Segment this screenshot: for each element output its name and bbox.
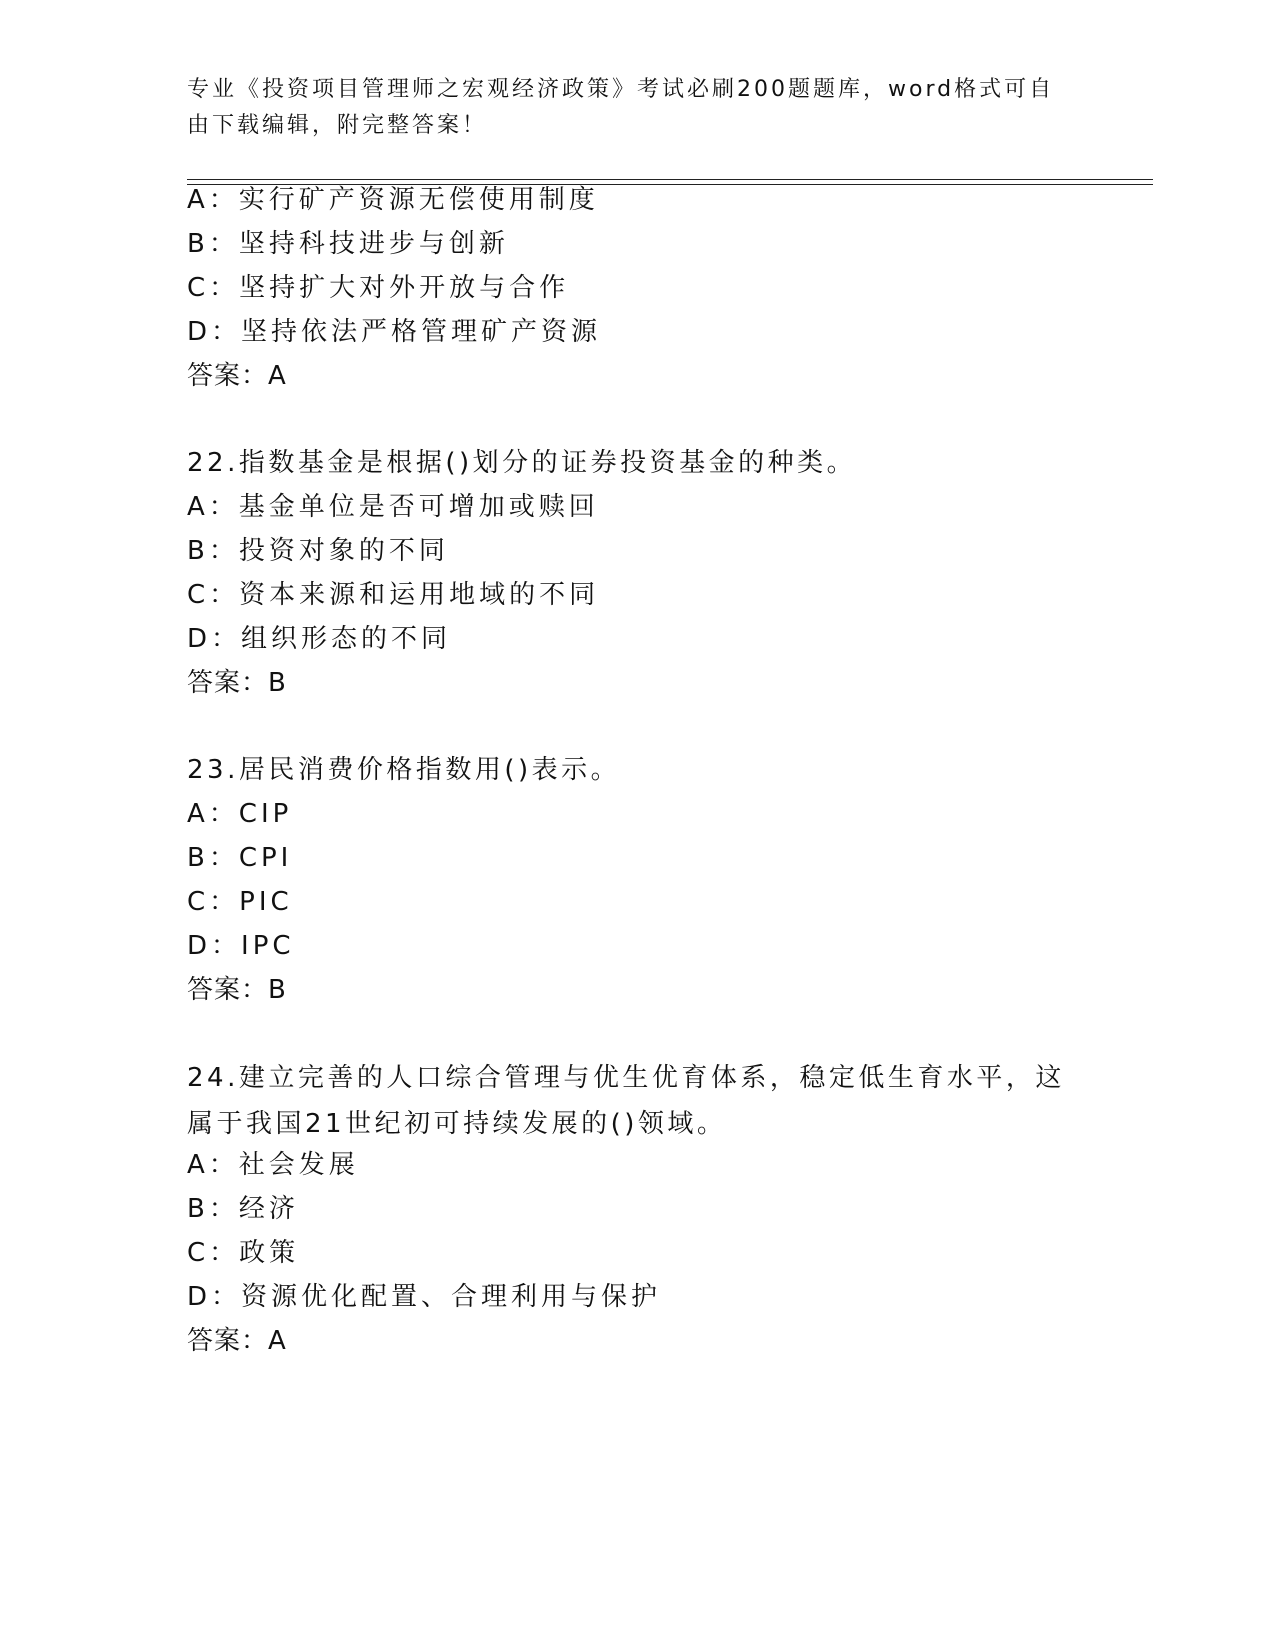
option-a: A：实行矿产资源无偿使用制度 — [187, 185, 599, 215]
document-header: 专业《投资项目管理师之宏观经济政策》考试必刷200题题库，word格式可自由下载编辑，附完整答案！ — [187, 77, 1055, 138]
answer: 答案：A — [187, 361, 287, 391]
question-23: 23.居民消费价格指数用()表示。 — [187, 755, 621, 785]
option-d: D：坚持依法严格管理矿产资源 — [187, 317, 602, 347]
option-c: C：政策 — [187, 1238, 300, 1268]
option-a: A：基金单位是否可增加或赎回 — [187, 492, 599, 522]
answer: 答案：B — [187, 975, 287, 1005]
question-24: 24.建立完善的人口综合管理与优生优育体系，稳定低生育水平，这属于我国21世纪初可持续发展的()领域。 — [187, 1063, 1065, 1139]
option-a: A：CIP — [187, 799, 293, 829]
option-d: D：组织形态的不同 — [187, 624, 452, 654]
option-b: B：CPI — [187, 843, 293, 873]
header-rule-top — [187, 179, 1153, 180]
option-b: B：经济 — [187, 1194, 299, 1224]
option-a: A：社会发展 — [187, 1150, 359, 1180]
answer: 答案：B — [187, 668, 287, 698]
answer: 答案：A — [187, 1326, 287, 1356]
option-c: C：坚持扩大对外开放与合作 — [187, 273, 570, 303]
option-d: D：资源优化配置、合理利用与保护 — [187, 1282, 662, 1312]
option-b: B：坚持科技进步与创新 — [187, 229, 509, 259]
option-c: C：资本来源和运用地域的不同 — [187, 580, 600, 610]
question-22: 22.指数基金是根据()划分的证券投资基金的种类。 — [187, 448, 857, 478]
option-c: C：PIC — [187, 887, 293, 917]
option-d: D：IPC — [187, 931, 295, 961]
option-b: B：投资对象的不同 — [187, 536, 449, 566]
